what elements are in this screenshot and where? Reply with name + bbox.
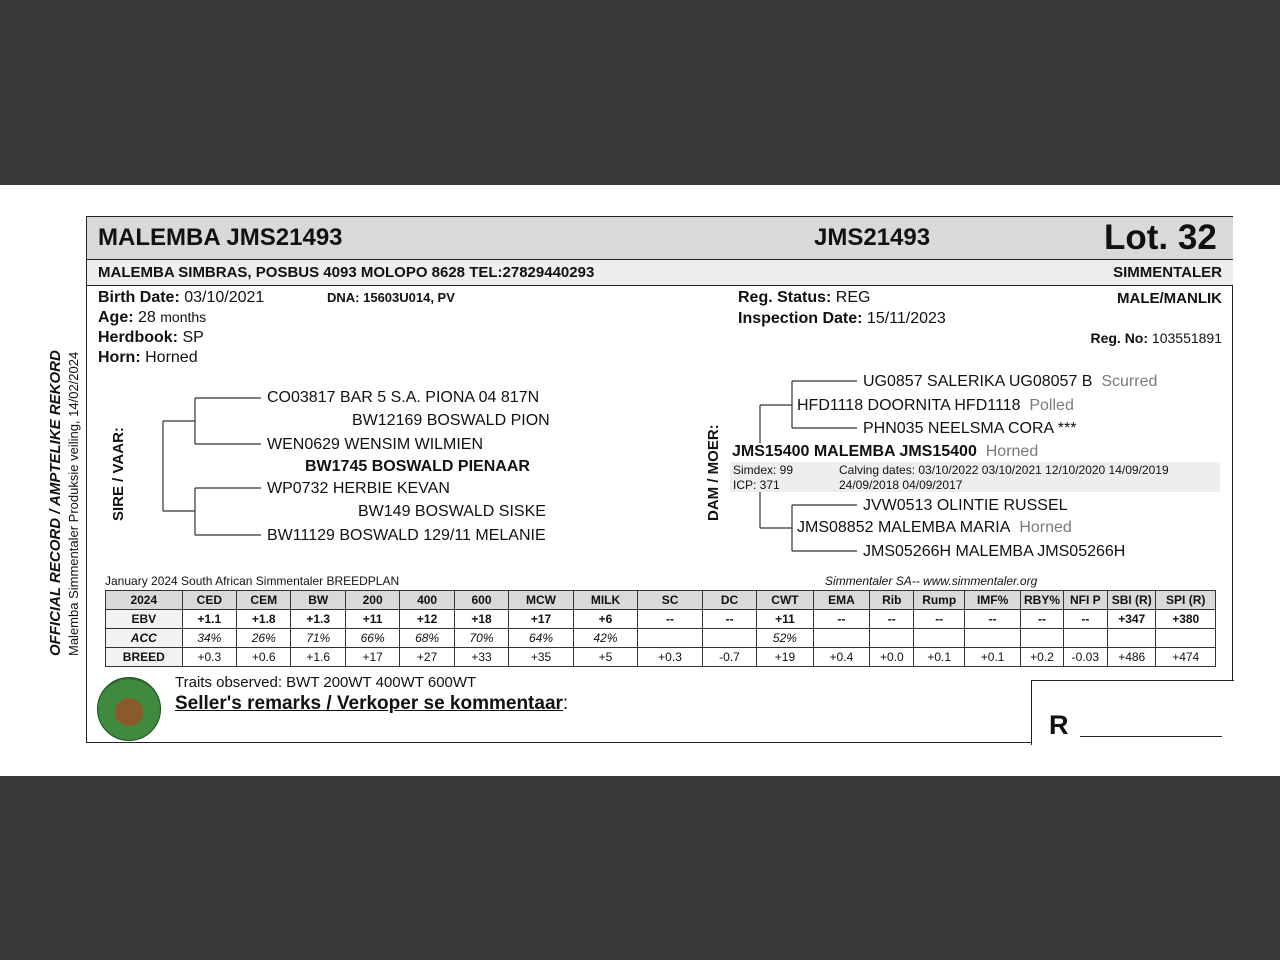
official-record-label: OFFICIAL RECORD / AMPTELIKE REKORD bbox=[47, 350, 64, 656]
headers-cell: MCW bbox=[509, 591, 574, 610]
acc-cell bbox=[964, 629, 1020, 648]
headers-cell: CEM bbox=[237, 591, 291, 610]
headers-cell: SPI (R) bbox=[1156, 591, 1216, 610]
acc-cell: 68% bbox=[400, 629, 454, 648]
acc-row bbox=[106, 629, 1216, 648]
breed-row bbox=[106, 648, 1216, 667]
ebv-row bbox=[106, 610, 1216, 629]
ebv-cell: +12 bbox=[400, 610, 454, 629]
acc-cell bbox=[702, 629, 756, 648]
breed-cell: +5 bbox=[573, 648, 638, 667]
birth-date: Birth Date: 03/10/2021 bbox=[98, 289, 265, 306]
inspection-date: Inspection Date: 15/11/2023 bbox=[738, 310, 946, 327]
sire-dam-sire: WP0732 HERBIE KEVAN bbox=[267, 480, 450, 497]
horn-status: Horn: Horned bbox=[98, 349, 198, 366]
dam-sire: HFD1118 DOORNITA HFD1118 Polled bbox=[797, 397, 1074, 414]
breed-cell: +0.0 bbox=[870, 648, 914, 667]
calving-dates: Calving dates: 03/10/2022 03/10/2021 12/10/2020 14/09/2019 bbox=[839, 463, 1169, 477]
animal-name: MALEMBA JMS21493 bbox=[98, 224, 343, 251]
breed-label: SIMMENTALER bbox=[1113, 264, 1222, 281]
acc-cell bbox=[870, 629, 914, 648]
price-line[interactable] bbox=[1080, 736, 1222, 737]
breed-cell: +35 bbox=[509, 648, 574, 667]
sex-label: MALE/MANLIK bbox=[1117, 290, 1222, 307]
acc-cell bbox=[1021, 629, 1063, 648]
dam-sire-dam: PHN035 NEELSMA CORA *** bbox=[863, 420, 1077, 437]
sire-sire-sire: CO03817 BAR 5 S.A. PIONA 04 817N bbox=[267, 389, 540, 406]
dna-info: DNA: 15603U014, PV bbox=[327, 290, 455, 305]
breed-cell: -0.03 bbox=[1063, 648, 1107, 667]
headers-cell: SC bbox=[638, 591, 703, 610]
acc-cell: 70% bbox=[454, 629, 508, 648]
breed-cell: +0.3 bbox=[638, 648, 703, 667]
breed-cell: +33 bbox=[454, 648, 508, 667]
ebv-cell: +18 bbox=[454, 610, 508, 629]
breeder-info: MALEMBA SIMBRAS, POSBUS 4093 MOLOPO 8628 TEL:27829440293 bbox=[98, 264, 595, 281]
ebv-cell: -- bbox=[870, 610, 914, 629]
dam-label: DAM / MOER: bbox=[705, 424, 722, 521]
acc-cell: 42% bbox=[573, 629, 638, 648]
breedplan-caption: January 2024 South African Simmentaler BREEDPLAN bbox=[105, 574, 400, 588]
breed-cell: +1.6 bbox=[291, 648, 345, 667]
headers-cell: CED bbox=[182, 591, 236, 610]
herdbook: Herdbook: SP bbox=[98, 329, 204, 346]
ebv-cell: -- bbox=[638, 610, 703, 629]
breed-cell: +0.1 bbox=[964, 648, 1020, 667]
dam-dam-dam: JMS05266H MALEMBA JMS05266H bbox=[863, 543, 1126, 560]
sale-info: Malemba Simmentaler Produksie veiling, 14/02/2024 bbox=[66, 351, 81, 656]
acc-cell: 64% bbox=[509, 629, 574, 648]
age: Age: 28 months bbox=[98, 309, 207, 326]
headers-cell: IMF% bbox=[964, 591, 1020, 610]
ebv-cell: +11 bbox=[757, 610, 813, 629]
acc-cell: 34% bbox=[182, 629, 236, 648]
sellers-remarks: Seller's remarks / Verkoper se kommentaar: bbox=[175, 693, 569, 714]
reg-number: Reg. No: 103551891 bbox=[1090, 330, 1222, 346]
sire-name: BW1745 BOSWALD PIENAAR bbox=[305, 458, 530, 475]
breed-cell: -0.7 bbox=[702, 648, 756, 667]
breed-cell: +17 bbox=[345, 648, 399, 667]
ebv-cell: +6 bbox=[573, 610, 638, 629]
acc-cell: 71% bbox=[291, 629, 345, 648]
headers-cell: MILK bbox=[573, 591, 638, 610]
acc-cell bbox=[1108, 629, 1156, 648]
acc-cell bbox=[1156, 629, 1216, 648]
sire-dam: BW149 BOSWALD SISKE bbox=[358, 503, 546, 520]
headers-cell: Rump bbox=[914, 591, 964, 610]
dam-dam: JMS08852 MALEMBA MARIA Horned bbox=[797, 519, 1072, 536]
ebv-cell: -- bbox=[702, 610, 756, 629]
breed-cell: BREED bbox=[106, 648, 183, 667]
simmentaler-logo bbox=[97, 677, 161, 741]
breed-cell: +0.2 bbox=[1021, 648, 1063, 667]
ebv-cell: +1.8 bbox=[237, 610, 291, 629]
headers-cell: 400 bbox=[400, 591, 454, 610]
breed-cell: +486 bbox=[1108, 648, 1156, 667]
breed-cell: +0.1 bbox=[914, 648, 964, 667]
acc-cell bbox=[638, 629, 703, 648]
headers-cell: Rib bbox=[870, 591, 914, 610]
dam-name: JMS15400 MALEMBA JMS15400 Horned bbox=[732, 443, 1039, 460]
breed-cell: +0.4 bbox=[813, 648, 869, 667]
headers-cell: NFI P bbox=[1063, 591, 1107, 610]
ebv-cell: +17 bbox=[509, 610, 574, 629]
dam-sire-sire: UG0857 SALERIKA UG08057 B Scurred bbox=[863, 373, 1158, 390]
breed-cell: +27 bbox=[400, 648, 454, 667]
dam-dam-sire: JVW0513 OLINTIE RUSSEL bbox=[863, 497, 1068, 514]
breed-cell: +19 bbox=[757, 648, 813, 667]
headers-cell: 600 bbox=[454, 591, 508, 610]
icp: ICP: 371 bbox=[733, 478, 780, 492]
sire-dam-dam: BW11129 BOSWALD 129/11 MELANIE bbox=[267, 527, 546, 544]
lot-number: Lot. 32 bbox=[1104, 218, 1217, 257]
acc-cell bbox=[914, 629, 964, 648]
ebv-cell: -- bbox=[813, 610, 869, 629]
ebv-cell: -- bbox=[1063, 610, 1107, 629]
headers-cell: DC bbox=[702, 591, 756, 610]
reg-status: Reg. Status: REG bbox=[738, 289, 871, 306]
sire-sire: BW12169 BOSWALD PION bbox=[352, 412, 550, 429]
sire-label: SIRE / VAAR: bbox=[110, 427, 127, 521]
ebv-cell: -- bbox=[964, 610, 1020, 629]
ebv-cell: -- bbox=[914, 610, 964, 629]
acc-cell: ACC bbox=[106, 629, 183, 648]
breed-cell: +0.3 bbox=[182, 648, 236, 667]
price-currency: R bbox=[1049, 710, 1069, 740]
breedplan-header-row bbox=[106, 591, 1216, 610]
simdex: Simdex: 99 bbox=[733, 463, 794, 477]
headers-cell: CWT bbox=[757, 591, 813, 610]
ebv-cell: EBV bbox=[106, 610, 183, 629]
traits-observed: Traits observed: BWT 200WT 400WT 600WT bbox=[175, 674, 477, 691]
acc-cell bbox=[813, 629, 869, 648]
breedplan-table bbox=[105, 590, 1216, 667]
ebv-cell: -- bbox=[1021, 610, 1063, 629]
headers-cell: 200 bbox=[345, 591, 399, 610]
headers-cell: RBY% bbox=[1021, 591, 1063, 610]
ebv-cell: +347 bbox=[1108, 610, 1156, 629]
acc-cell: 66% bbox=[345, 629, 399, 648]
ebv-cell: +11 bbox=[345, 610, 399, 629]
acc-cell: 52% bbox=[757, 629, 813, 648]
headers-cell: SBI (R) bbox=[1108, 591, 1156, 610]
calving-dates-cont: 24/09/2018 04/09/2017 bbox=[839, 478, 963, 492]
acc-cell bbox=[1063, 629, 1107, 648]
sire-sire-dam: WEN0629 WENSIM WILMIEN bbox=[267, 436, 484, 453]
breed-cell: +0.6 bbox=[237, 648, 291, 667]
headers-cell: EMA bbox=[813, 591, 869, 610]
ebv-cell: +1.3 bbox=[291, 610, 345, 629]
headers-cell: 2024 bbox=[106, 591, 183, 610]
animal-id: JMS21493 bbox=[814, 224, 931, 251]
headers-cell: BW bbox=[291, 591, 345, 610]
breed-cell: +474 bbox=[1156, 648, 1216, 667]
breedplan-source: Simmentaler SA-- www.simmentaler.org bbox=[825, 574, 1038, 588]
acc-cell: 26% bbox=[237, 629, 291, 648]
ebv-cell: +1.1 bbox=[182, 610, 236, 629]
ebv-cell: +380 bbox=[1156, 610, 1216, 629]
